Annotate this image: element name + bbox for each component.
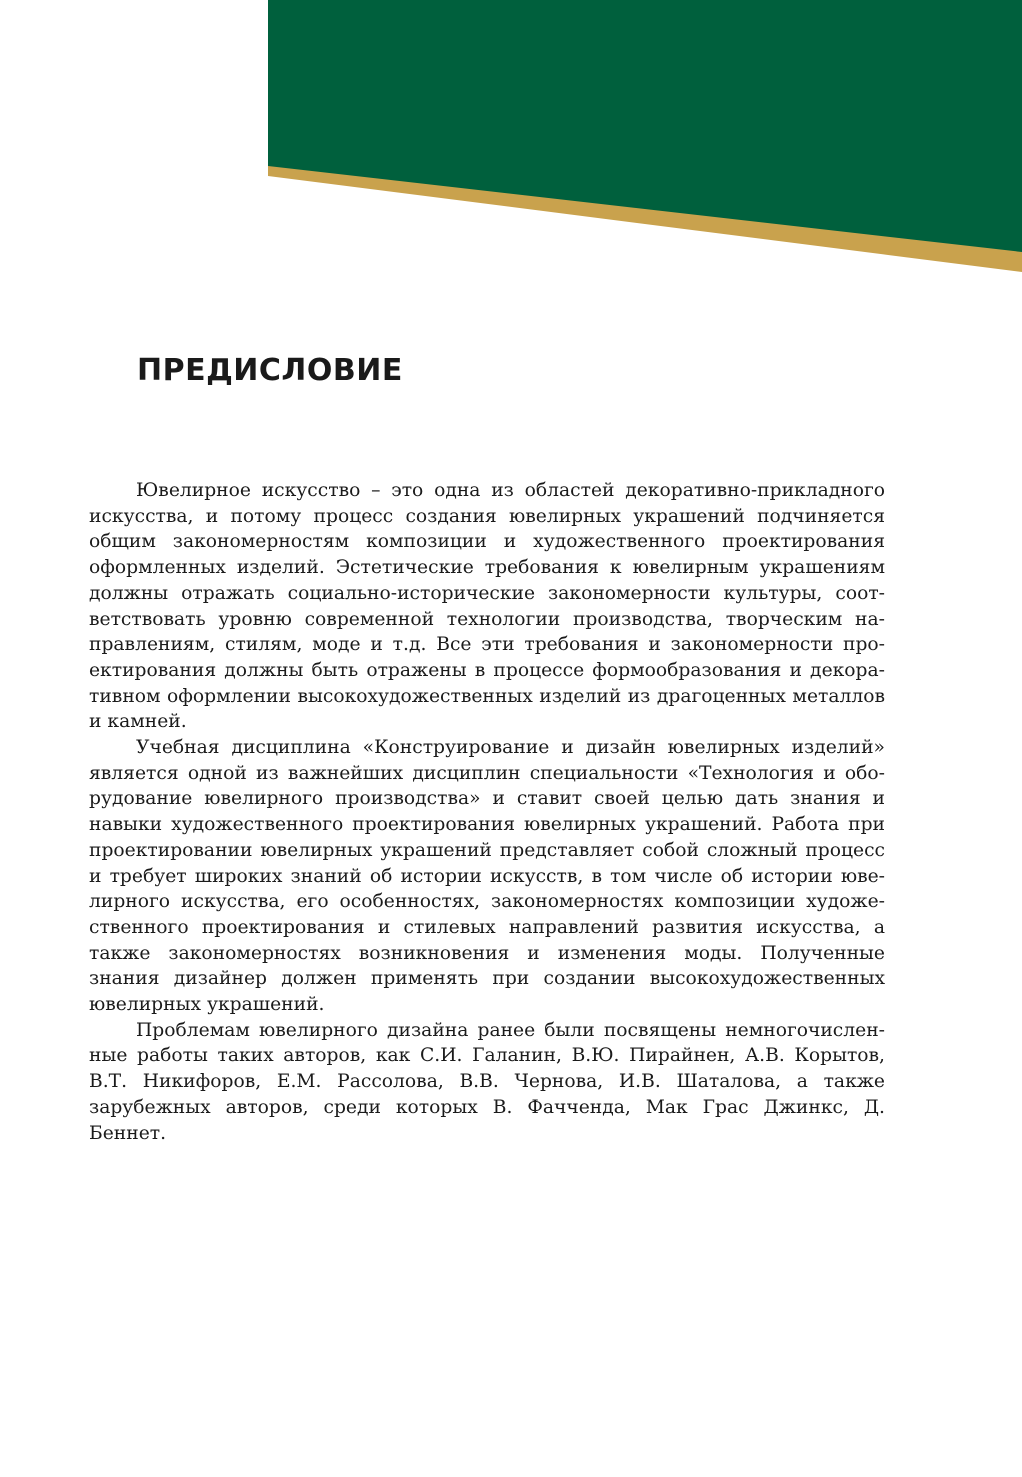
paragraph-3: Проблемам ювелирного дизайна ранее были посвящены немногочисленные работы таких авторов, как С.И. Галанин, В.Ю. Пирайнен, А.В. Корытов, В.Т. Никифоров, Е.М. Рассолова, В.В. Чернова, И.В. Шаталова, а также зарубежных авторов, среди которых В. Фачченда, Мак Грас Джинкс, Д. Беннет. xyxy=(89,1019,885,1144)
body-text xyxy=(89,478,885,1146)
paragraph-1: Ювелирное искусство – это одна из областей декоративно-прикладного искусства, и потому процесс создания ювелирных украшений подчиняется общим закономерностям композиции и художественного проектирования оформленных изделий. Эстетические требования к ювелирным украшениям должны отражать социально-исторические закономерности культуры, соответствовать уровню современной технологии производства, творческим направлениям, стилям, моде и т.д. Все эти требования и закономерности проектирования должны быть отражены в процессе формообразования и декоративном оформлении высокохудожественных изделий из драгоценных металлов и камней. xyxy=(89,480,885,733)
paragraph-2: Учебная дисциплина «Конструирование и дизайн ювелирных изделий» является одной из важнейших дисциплин специальности «Технология и оборудование ювелирного производства» и ставит своей целью дать знания и навыки художественного проектирования ювелирных украшений. Работа при проектировании ювелирных украшений представляет собой сложный процесс и требует широких знаний об истории искусств, в том числе об истории ювелирного искусства, его особенностях, закономерностях композиции художественного проектирования и стилевых направлений развития искусства, а также закономерностях возникновения и изменения моды. Полученные знания дизайнер должен применять при создании высокохудожественных ювелирных украшений. xyxy=(89,737,885,1016)
page-title: ПРЕДИСЛОВИЕ xyxy=(137,353,403,388)
header-decorative-band xyxy=(0,0,1022,280)
